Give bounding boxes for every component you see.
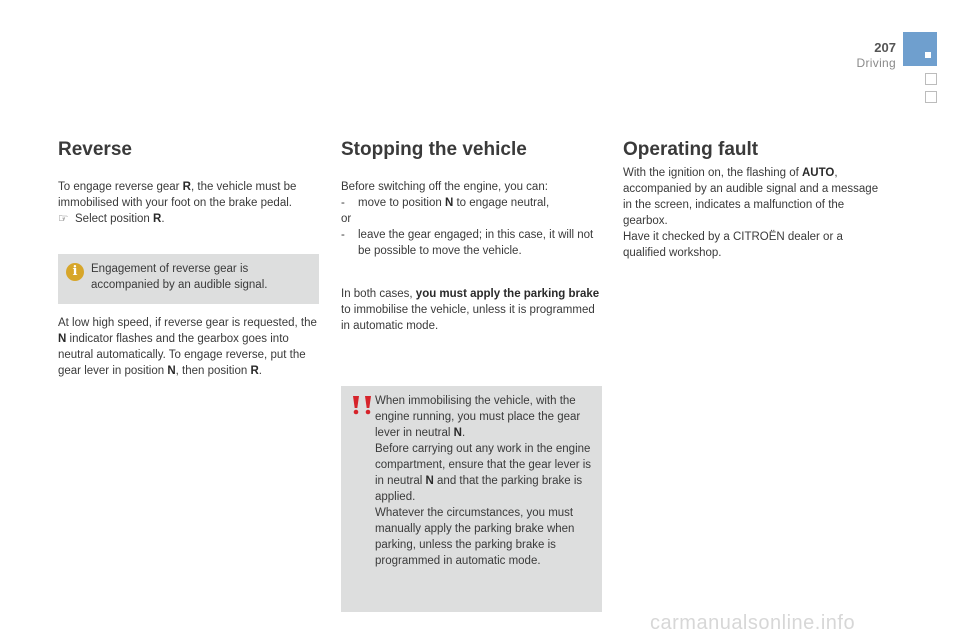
stopping-title: Stopping the vehicle xyxy=(341,139,527,160)
stopping-paragraph: Before switching off the engine, you can: - move to position N to engage neutral, or - leave the gear engaged; in this case, it will not be possible to move the vehicle. xyxy=(341,181,594,257)
warning-box-text: When immobilising the vehicle, with the engine running, you must place the gear lever in neutral N. Before carrying out any work in the engine compartment, ensure that the gear lever is in neutral N and that the parking brake is applied. Whatever the circumstances, you must manually apply the parking brake when parking, unless the parking brake is programmed in automatic mode. xyxy=(375,395,592,567)
page-number: 207 xyxy=(874,40,896,55)
footer-watermark: carmanualsonline.info xyxy=(650,612,856,634)
reverse-paragraph: To engage reverse gear R, the vehicle must be immobilised with your foot on the brake pedal. ☞ Select position R. xyxy=(58,181,297,225)
section-tab[interactable] xyxy=(925,91,937,103)
warning-box xyxy=(341,386,602,612)
reverse-speed-paragraph: At low high speed, if reverse gear is requested, the N indicator flashes and the gearbox goes into neutral automatically. To engage reverse, put the gear lever in position N, then position R. xyxy=(58,317,317,377)
section-name: Driving xyxy=(856,56,896,70)
parking-brake-paragraph: In both cases, you must apply the parking brake to immobilise the vehicle, unless it is programmed in automatic mode. xyxy=(341,288,600,332)
double-exclamation-warning-icon xyxy=(349,395,377,415)
section-tab-active[interactable] xyxy=(903,32,937,66)
info-box-text: Engagement of reverse gear is accompanied by an audible signal. xyxy=(91,263,268,291)
reverse-title: Reverse xyxy=(58,139,132,160)
fault-title: Operating fault xyxy=(623,139,759,160)
info-box xyxy=(58,254,319,304)
section-tab[interactable] xyxy=(925,73,937,85)
info-icon: i xyxy=(66,263,84,281)
fault-paragraph: With the ignition on, the flashing of AUTO, accompanied by an audible signal and a message in the screen, indicates a malfunction of the gearbox. Have it checked by a CITROËN dealer or a qualified workshop. xyxy=(623,167,879,259)
pointer-bullet-icon: ☞ xyxy=(58,213,69,225)
tab-marker-icon xyxy=(925,52,931,58)
